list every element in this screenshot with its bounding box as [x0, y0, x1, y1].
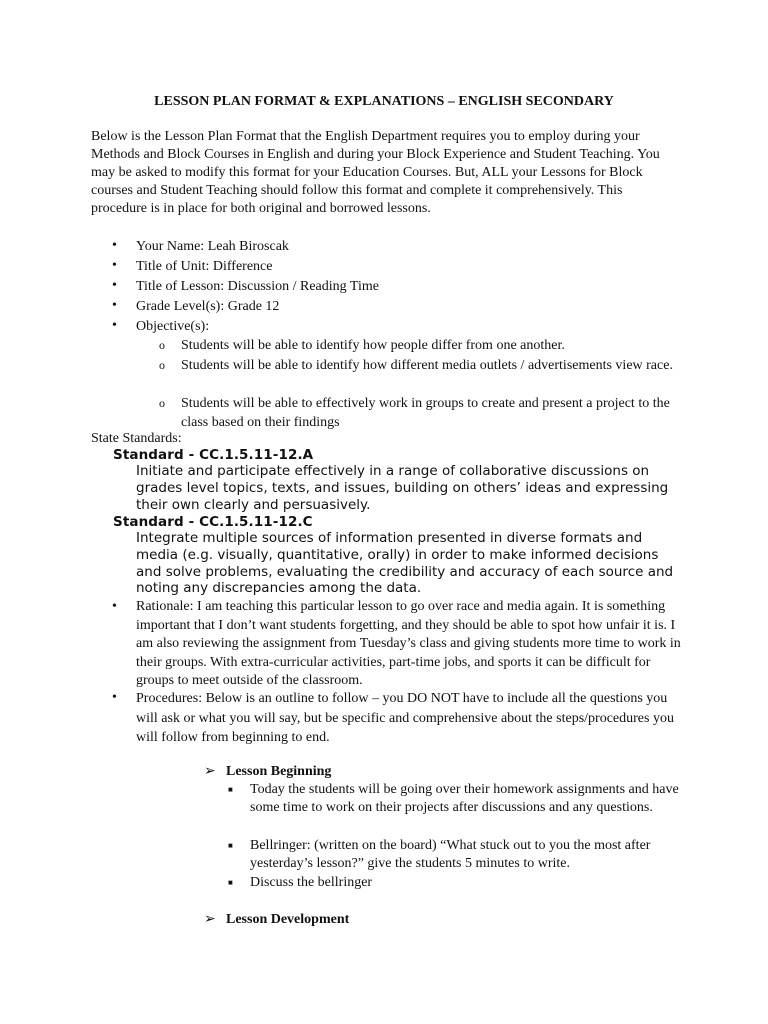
bullet-icon: • [112, 278, 117, 293]
intro-paragraph: Below is the Lesson Plan Format that the English Department requires you to employ during your Methods and Block Courses in English and during your Block Experience and Student Teaching. You may be asked to modify this format for your Education Courses. But, ALL your Lessons for Block courses and Student Teaching should follow this format and complete it comprehensively. This procedure is in place for both original and borrowed lessons. [91, 129, 660, 216]
document-title: LESSON PLAN FORMAT & EXPLANATIONS – ENGLISH SECONDARY [154, 94, 614, 109]
procedures-text: Procedures: Below is an outline to follow – you DO NOT have to include all the questions you will ask or what you will say, but be specific and comprehensive about the steps/procedures you will follow from beginning to end. [136, 691, 674, 745]
standard-text: Integrate multiple sources of information presented in diverse formats and media (e.g. visually, quantitative, orally) in order to make informed decisions and solve problems, evaluating the credibility and accuracy of each source and noting any discrepancies among the data. [136, 530, 674, 597]
section-heading-text: Lesson Beginning [226, 764, 332, 779]
arrow-bullet-icon: ➢ [204, 764, 216, 779]
lesson-step-text: Bellringer: (written on the board) “What stuck out to you the most after yesterday’s lesson?” give the students 5 minutes to write. [250, 838, 651, 871]
square-bullet-icon: ■ [228, 785, 233, 794]
name-field: Your Name: Leah Biroscak [136, 239, 289, 254]
rationale-text: Rationale: I am teaching this particular lesson to go over race and media again. It is something important that I don’t want students forgetting, and they should be able to spot how unfair it is. I am also reviewing the assignment from Tuesday’s class and giving students more time to work in their groups. With extra-curricular activities, part-time jobs, and sports it can be difficult for groups to meet outside of the classroom. [136, 599, 681, 688]
list-item [112, 257, 681, 277]
unit-title-field: Title of Unit: Difference [136, 259, 273, 274]
list-item [112, 237, 681, 257]
bullet-icon: • [112, 318, 117, 333]
state-standards-label: State Standards: [91, 431, 182, 446]
objective-item [159, 394, 686, 432]
lesson-development-heading [204, 911, 349, 929]
circle-bullet-icon: o [159, 396, 165, 410]
lesson-title-field: Title of Lesson: Discussion / Reading Time [136, 279, 379, 294]
standard-heading: Standard - CC.1.5.11-12.A [113, 447, 314, 463]
square-bullet-icon: ■ [228, 841, 233, 850]
objective-text: Students will be able to identify how different media outlets / advertisements view race. [181, 358, 673, 373]
objective-item [159, 336, 686, 355]
list-item [112, 277, 681, 297]
circle-bullet-icon: o [159, 338, 165, 352]
standard-heading: Standard - CC.1.5.11-12.C [113, 514, 313, 530]
list-item [112, 297, 681, 317]
lesson-step-text: Today the students will be going over their homework assignments and have some time to work on their projects after discussions and any questions. [250, 782, 679, 815]
bullet-icon: • [112, 599, 117, 614]
objective-text: Students will be able to identify how people differ from one another. [181, 338, 565, 353]
bullet-icon: • [112, 690, 117, 705]
bullet-icon: • [112, 298, 117, 313]
list-item [112, 598, 681, 691]
bullet-icon: • [112, 258, 117, 273]
standard-text: Initiate and participate effectively in a range of collaborative discussions on grades level topics, texts, and issues, building on others’ ideas and expressing their own clearly and persuasively. [136, 463, 669, 513]
lesson-step-text: Discuss the bellringer [250, 875, 373, 890]
section-heading-text: Lesson Development [226, 912, 350, 927]
bullet-icon: • [112, 238, 117, 253]
list-item [228, 781, 685, 817]
objective-text: Students will be able to effectively work in groups to create and present a project to the class based on their findings [181, 396, 670, 430]
arrow-bullet-icon: ➢ [204, 912, 216, 927]
list-item [228, 874, 685, 892]
lesson-beginning-heading [204, 763, 331, 781]
circle-bullet-icon: o [159, 358, 165, 372]
list-item [112, 317, 681, 337]
grade-level-field: Grade Level(s): Grade 12 [136, 299, 280, 314]
square-bullet-icon: ■ [228, 878, 233, 887]
list-item [228, 837, 685, 873]
objectives-label: Objective(s): [136, 319, 210, 334]
objective-item [159, 356, 686, 375]
list-item [112, 689, 681, 748]
